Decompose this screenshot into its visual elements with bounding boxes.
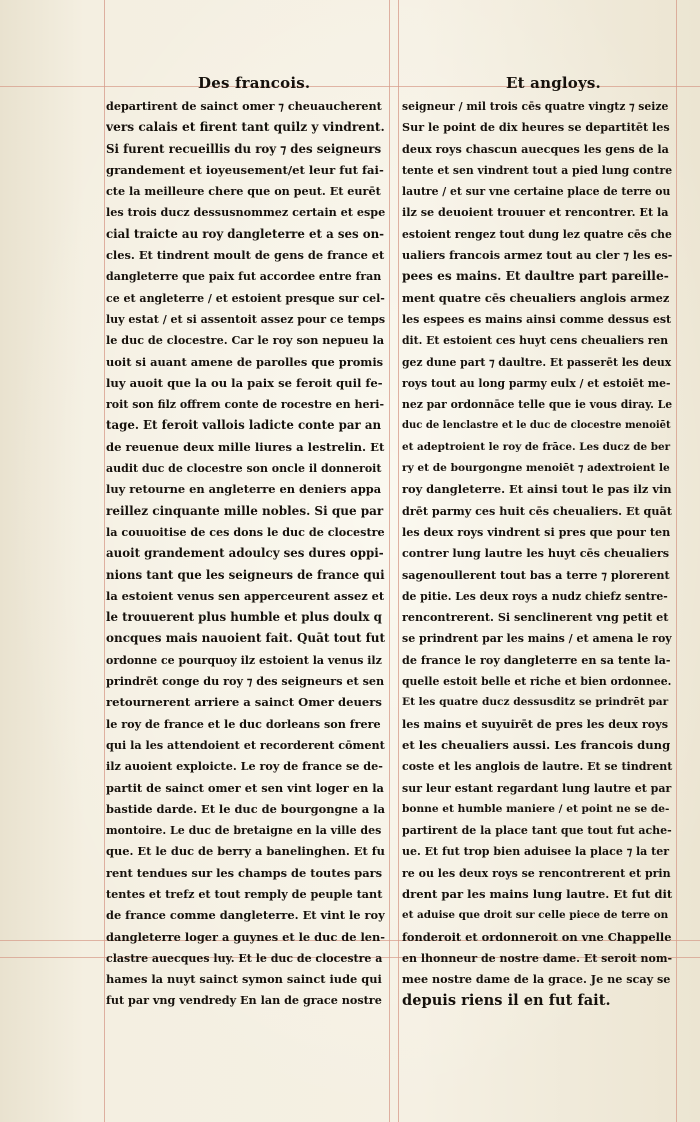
text-line: montoire. Le duc de bretaigne en la ville des bbox=[106, 824, 382, 838]
text-line: la couuoitise de ces dons le duc de clocestre bbox=[106, 524, 385, 539]
gutter-rule-left bbox=[389, 0, 390, 1122]
text-line: cial traicte au roy dangleterre et a ses on- bbox=[106, 226, 385, 241]
text-line: quelle estoit belle et riche et bien ordonnee. bbox=[402, 675, 672, 689]
text-line: sagenoullerent tout bas a terre ⁊ plorerent bbox=[402, 567, 670, 582]
text-line: lautre / et sur vne certaine place de terre ou bbox=[402, 185, 671, 199]
text-line: reillez cinquante mille nobles. Si que par bbox=[106, 503, 384, 518]
text-line: fonderoit et ordonneroit on vne Chappelle bbox=[402, 929, 672, 944]
right-text-column bbox=[402, 96, 674, 1012]
text-line: les trois ducz dessusnommez certain et espe bbox=[106, 205, 386, 220]
text-line: les espees es mains ainsi comme dessus est bbox=[402, 312, 672, 326]
text-line: mee nostre dame de la grace. Je ne scay se bbox=[402, 972, 671, 987]
text-line: nions tant que les seigneurs de france qui bbox=[106, 567, 385, 582]
text-line: partirent de la place tant que tout fut ache- bbox=[402, 824, 672, 838]
text-line: drent par les mains lung lautre. Et fut dit bbox=[402, 886, 673, 901]
text-line: les deux roys vindrent si pres que pour ten bbox=[402, 524, 671, 539]
text-line: dangleterre loger a guynes et le duc de len- bbox=[106, 929, 386, 944]
text-line: retournerent arriere a sainct Omer deuers bbox=[106, 695, 382, 710]
text-line: ualiers francois armez tout au cler ⁊ les es- bbox=[402, 248, 673, 263]
text-line: tage. Et feroit vallois ladicte conte par an bbox=[106, 418, 382, 433]
text-line: dangleterre que paix fut accordee entre fran bbox=[106, 270, 382, 284]
running-head-left: Des francois. bbox=[198, 74, 311, 92]
text-line: et les cheualiers aussi. Les francois dung bbox=[402, 737, 671, 752]
text-line: roys tout au long parmy eulx / et estoiēt me- bbox=[402, 376, 671, 390]
text-line: clastre auecques luy. Et le duc de clocestre a bbox=[106, 951, 383, 965]
running-head-right: Et angloys. bbox=[506, 74, 601, 92]
text-line: cte la meilleure chere que on peut. Et eurēt bbox=[106, 184, 381, 199]
text-line: la estoient venus sen apperceurent assez et bbox=[106, 588, 385, 603]
text-line: ilz auoient exploicte. Le roy de france se de- bbox=[106, 759, 383, 774]
text-line: oncques mais nauoient fait. Quāt tout fut bbox=[106, 631, 386, 646]
text-line: luy retourne en angleterre en deniers appa bbox=[106, 482, 382, 497]
text-line: vers calais et firent tant quilz y vindrent. bbox=[106, 120, 385, 135]
margin-rule-right bbox=[676, 0, 677, 1122]
text-line: ment quatre cēs cheualiers anglois armez bbox=[402, 290, 670, 305]
text-line: et adeptroient le roy de frāce. Les ducz de ber bbox=[402, 440, 671, 453]
text-line: bastide darde. Et le duc de bourgongne a la bbox=[106, 801, 385, 816]
text-line: sur leur estant regardant lung lautre et par bbox=[402, 781, 672, 795]
text-line: luy auoit que la ou la paix se feroit quil fe- bbox=[106, 375, 383, 390]
text-line: roit son filz offrem conte de rocestre en heri- bbox=[106, 398, 385, 412]
text-line: fut par vng vendredy En lan de grace nostre bbox=[106, 993, 382, 1008]
text-line: duc de lenclastre et le duc de clocestre menoiēt bbox=[402, 420, 671, 432]
text-line: rencontrerent. Si senclinerent vng petit et bbox=[402, 610, 669, 625]
text-line: Sur le point de dix heures se departitēt les bbox=[402, 120, 670, 135]
text-line: roy dangleterre. Et ainsi tout le pas ilz vin bbox=[402, 482, 672, 497]
text-line: ry et de bourgongne menoiēt ⁊ adextroient le bbox=[402, 462, 670, 475]
text-line: de france comme dangleterre. Et vint le roy bbox=[106, 908, 385, 923]
text-line: coste et les anglois de lautre. Et se tindrent bbox=[402, 760, 673, 774]
text-line: Si furent recueillis du roy ⁊ des seigneurs bbox=[106, 141, 382, 156]
gutter-rule-right bbox=[398, 0, 399, 1122]
text-line: prindrēt conge du roy ⁊ des seigneurs et sen bbox=[106, 674, 385, 689]
text-line: estoient rengez tout dung lez quatre cēs che bbox=[402, 227, 672, 241]
text-line: luy estat / et si assentoit assez pour ce temps bbox=[106, 312, 386, 326]
text-line: que. Et le duc de berry a banelinghen. Et fu bbox=[106, 844, 385, 859]
text-line: qui la les attendoient et recorderent cōment bbox=[106, 737, 385, 752]
text-line: departirent de sainct omer ⁊ cheuaucherent bbox=[106, 99, 382, 113]
text-line: seigneur / mil trois cēs quatre vingtz ⁊ seize bbox=[402, 100, 669, 113]
text-line: le trouuerent plus humble et plus doulx q bbox=[106, 610, 382, 625]
text-line: partit de sainct omer et sen vint loger en la bbox=[106, 780, 384, 795]
text-line: audit duc de clocestre son oncle il donneroit bbox=[106, 462, 382, 476]
text-line: bonne et humble maniere / et point ne se de- bbox=[402, 802, 670, 815]
text-line: le duc de clocestre. Car le roy son nepueu la bbox=[106, 333, 385, 348]
text-line: tentes et trefz et tout remply de peuple tant bbox=[106, 886, 383, 901]
text-line: gez dune part ⁊ daultre. Et passerēt les deux bbox=[402, 355, 672, 369]
text-line: drēt parmy ces huit cēs cheualiers. Et quāt bbox=[402, 503, 672, 518]
text-line: grandement et ioyeusement/et leur fut fai- bbox=[106, 162, 384, 177]
text-line: re ou les deux roys se rencontrerent et prin bbox=[402, 866, 671, 880]
text-line: nez par ordonnāce telle que ie vous diray. Le bbox=[402, 398, 673, 412]
left-text-column bbox=[106, 96, 387, 1012]
text-line: le roy de france et le duc dorleans son frere bbox=[106, 716, 381, 731]
text-line: ordonne ce pourquoy ilz estoient la venus ilz bbox=[106, 653, 382, 667]
text-line: ue. Et fut trop bien aduisee la place ⁊ la ter bbox=[402, 845, 670, 859]
text-line: contrer lung lautre les huyt cēs cheualiers bbox=[402, 546, 670, 561]
text-line: pees es mains. Et daultre part pareille- bbox=[402, 269, 669, 284]
text-line: uoit si auant amene de parolles que promis bbox=[106, 354, 384, 369]
text-line: les mains et suyuirēt de pres les deux roys bbox=[402, 716, 669, 731]
text-line: tente et sen vindrent tout a pied lung contre bbox=[402, 163, 673, 177]
text-line: se prindrent par les mains / et amena le roy bbox=[402, 632, 672, 646]
text-line: deux roys chascun auecques les gens de la bbox=[402, 141, 669, 156]
text-line: rent tendues sur les champs de toutes pars bbox=[106, 865, 382, 880]
text-line: de france le roy dangleterre en sa tente la- bbox=[402, 652, 671, 667]
text-line: dit. Et estoient ces huyt cens cheualiers ren bbox=[402, 334, 669, 348]
text-line: ce et angleterre / et estoient presque sur cel- bbox=[106, 291, 385, 305]
text-line: auoit grandement adoulcy ses dures oppi- bbox=[106, 546, 384, 561]
text-line: Et les quatre ducz dessusditz se prindrēt par bbox=[402, 696, 669, 709]
text-line: cles. Et tindrent moult de gens de france et bbox=[106, 248, 385, 263]
text-line: ilz se deuoient trouuer et rencontrer. Et la bbox=[402, 205, 669, 220]
text-line: depuis riens il en fut fait. bbox=[402, 992, 611, 1010]
text-line: hames la nuyt sainct symon sainct iude qui bbox=[106, 972, 382, 987]
text-line: et aduise que droit sur celle piece de terre on bbox=[402, 909, 669, 922]
text-line: de reuenue deux mille liures a lestrelin. Et bbox=[106, 439, 385, 454]
text-line: de pitie. Les deux roys a nudz chiefz sentre- bbox=[402, 589, 668, 603]
text-line: en lhonneur de nostre dame. Et seroit nom- bbox=[402, 951, 673, 965]
margin-rule-left bbox=[104, 0, 105, 1122]
